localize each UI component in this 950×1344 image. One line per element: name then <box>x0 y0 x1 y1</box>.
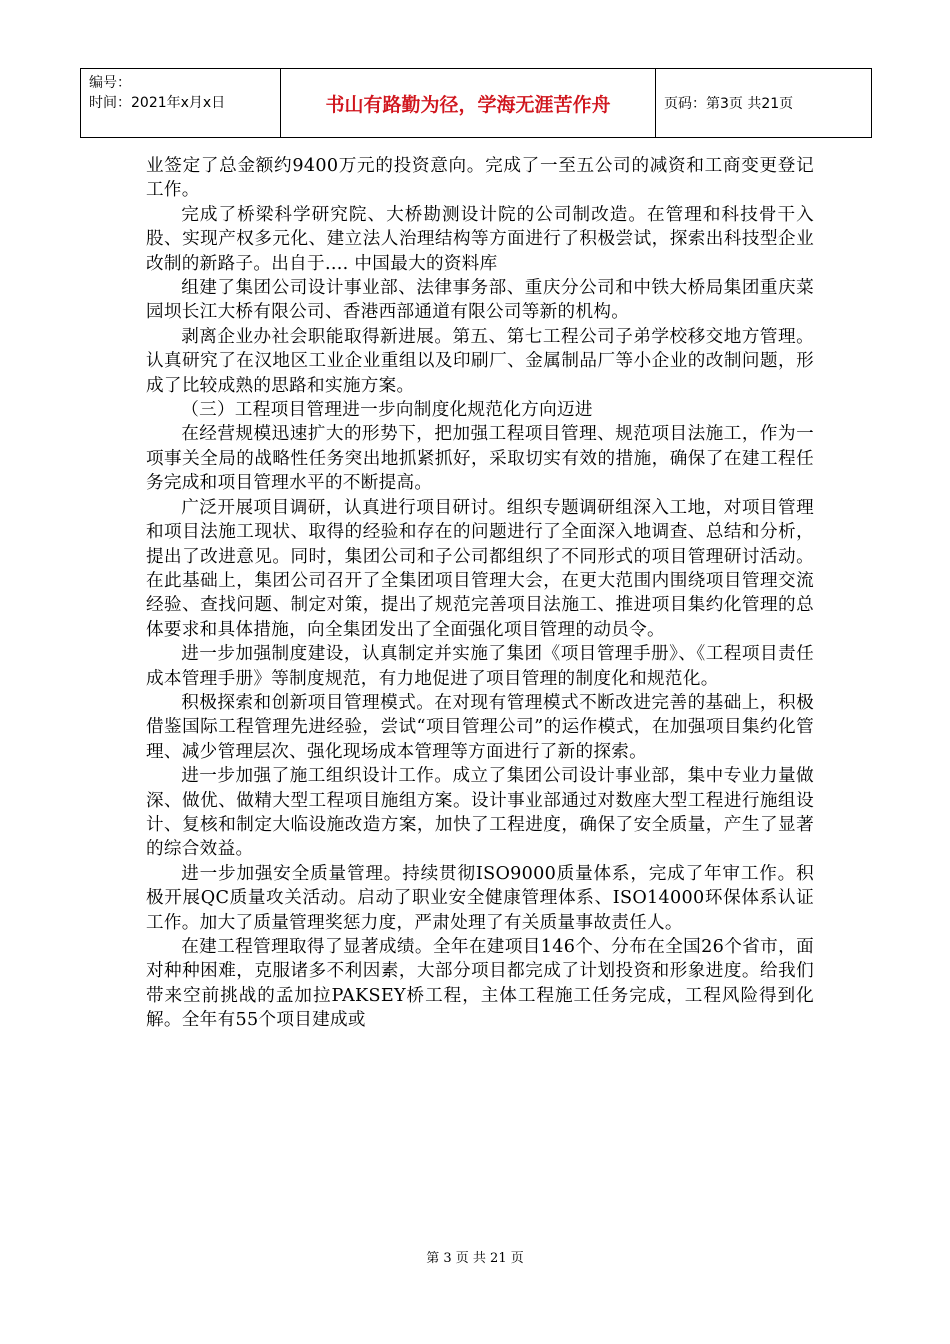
paragraph: 业签定了总金额约9400万元的投资意向。完成了一至五公司的减资和工商变更登记工作。 <box>146 156 814 201</box>
document-number-label: 编号： <box>89 75 131 91</box>
page-footer: 第 3 页 共 21 页 <box>426 1251 524 1266</box>
paragraph: 积极探索和创新项目管理模式。在对现有管理模式不断改进完善的基础上，积极借鉴国际工程管理先进经验，尝试“项目管理公司”的运作模式，在加强项目集约化管理、减少管理层次、强化现场成本管理等方面进行了新的探索。 <box>146 692 814 762</box>
paragraph: 进一步加强安全质量管理。持续贯彻ISO9000质量体系，完成了年审工作。积极开展QC质量攻关活动。启动了职业安全健康管理体系、ISO14000环保体系认证工作。加大了质量管理奖惩力度，严肃处理了有关质量事故责任人。 <box>146 863 814 933</box>
document-body <box>146 154 814 1033</box>
paragraph: 广泛开展项目调研，认真进行项目研讨。组织专题调研组深入工地，对项目管理和项目法施工现状、取得的经验和存在的问题进行了全面深入地调查、总结和分析，提出了改进意见。同时，集团公司和子公司都组织了不同形式的项目管理研讨活动。在此基础上，集团公司召开了全集团项目管理大会，在更大范围内围绕项目管理交流经验、查找问题、制定对策，提出了规范完善项目法施工、推进项目集约化管理的总体要求和具体措施，向全集团发出了全面强化项目管理的动员令。 <box>146 497 814 640</box>
header-page-info: 页码：第3页 共21页 <box>664 96 794 112</box>
paragraph: 在经营规模迅速扩大的形势下，把加强工程项目管理、规范项目法施工，作为一项事关全局的战略性任务突出地抓紧抓好，采取切实有效的措施，确保了在建工程任务完成和项目管理水平的不断提高。 <box>146 424 814 494</box>
document-time-label: 时间：2021年x月x日 <box>89 95 226 111</box>
paragraph: 组建了集团公司设计事业部、法律事务部、重庆分公司和中铁大桥局集团重庆菜园坝长江大桥有限公司、香港西部通道有限公司等新的机构。 <box>146 278 814 323</box>
paragraph: 剥离企业办社会职能取得新进展。第五、第七工程公司子弟学校移交地方管理。认真研究了在汉地区工业企业重组以及印刷厂、金属制品厂等小企业的改制问题，形成了比较成熟的思路和实施方案。 <box>146 326 814 396</box>
document-header <box>80 68 872 138</box>
paragraph: 进一步加强了施工组织设计工作。成立了集团公司设计事业部，集中专业力量做深、做优、做精大型工程项目施组方案。设计事业部通过对数座大型工程进行施组设计、复核和制定大临设施改造方案，加快了工程进度，确保了安全质量，产生了显著的综合效益。 <box>146 766 814 860</box>
section-heading: （三）工程项目管理进一步向制度化规范化方向迈进 <box>181 400 593 421</box>
paragraph: 进一步加强制度建设，认真制定并实施了集团《项目管理手册》、《工程项目责任成本管理手册》等制度规范，有力地促进了项目管理的制度化和规范化。 <box>146 644 814 689</box>
header-meta <box>81 69 281 137</box>
paragraph: 在建工程管理取得了显著成绩。全年在建项目146个、分布在全国26个省市，面对种种困难，克服诸多不利因素，大部分项目都完成了计划投资和形象进度。给我们带来空前挑战的孟加拉PAKSEY桥工程，主体工程施工任务完成，工程风险得到化解。全年有55个项目建成或 <box>146 937 814 1031</box>
header-motto: 书山有路勤为径，学海无涯苦作舟 <box>281 69 656 137</box>
paragraph: 完成了桥梁科学研究院、大桥勘测设计院的公司制改造。在管理和科技骨干入股、实现产权多元化、建立法人治理结构等方面进行了积极尝试，探索出科技型企业改制的新路子。出自于.... 中国最大的资料库 <box>146 204 814 274</box>
